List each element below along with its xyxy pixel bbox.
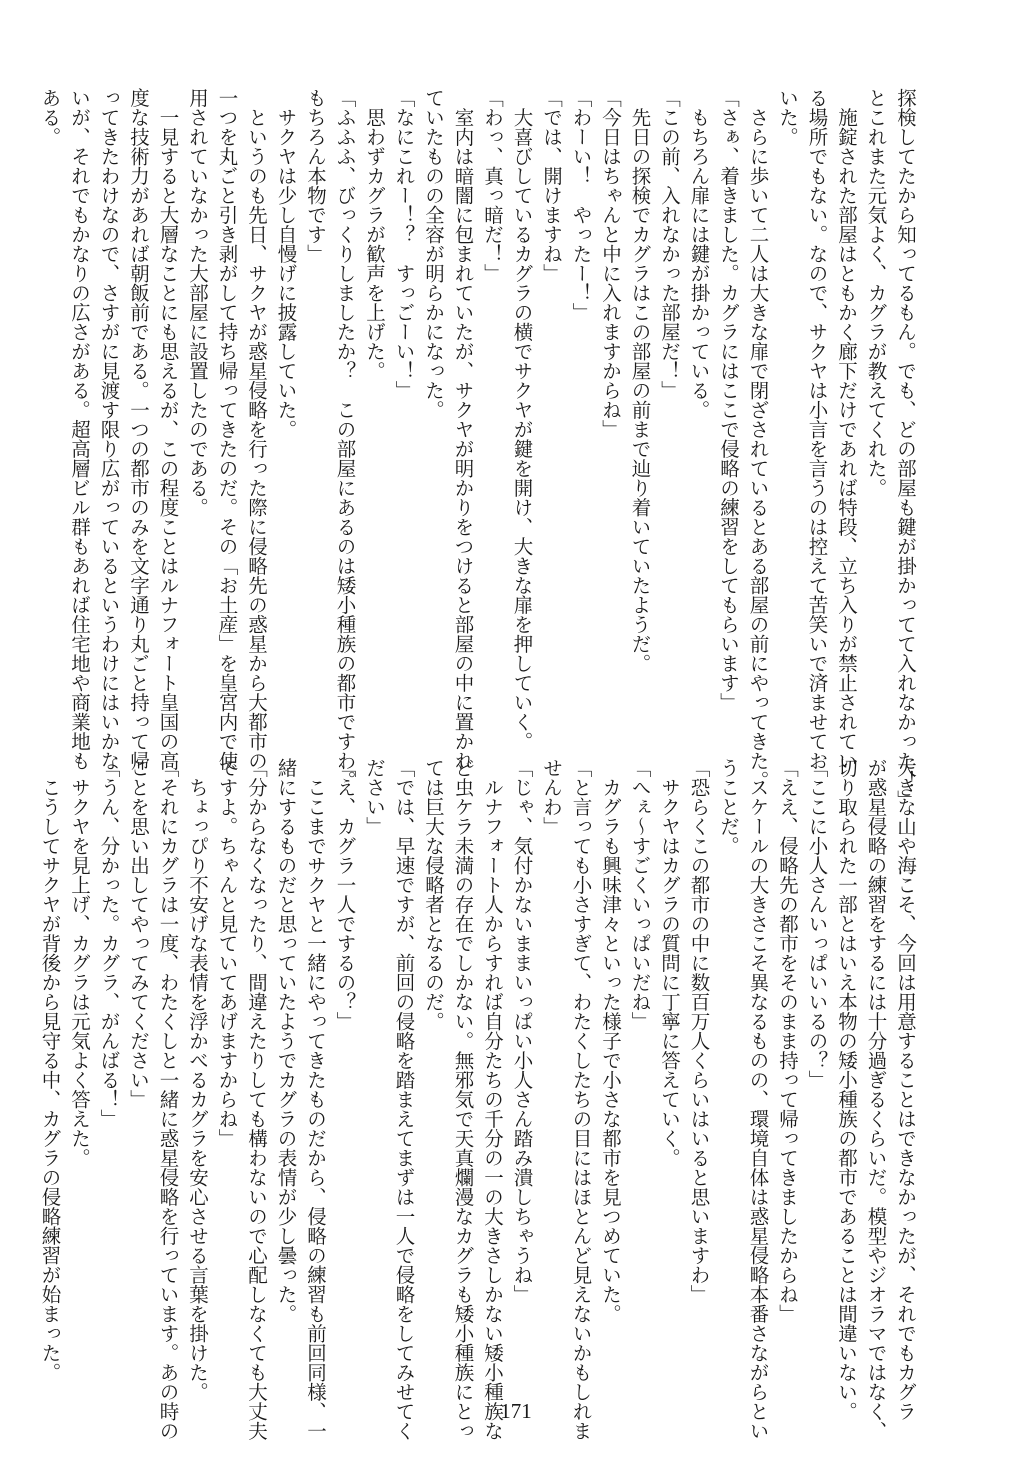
text-line: こうしてサクヤが背後から見守る中、カグラの侵略練習が始まった。	[38, 758, 62, 1382]
text-line: カグラも興味津々といった様子で小さな都市を見つめていた。	[599, 758, 622, 1324]
text-line: 緒にするものだと思っていたようでカグラの表情が少し曇った。	[274, 758, 298, 1324]
text-line: スケールの大きさこそ異なるものの、環境自体は惑星侵略本番さながらとい	[746, 758, 770, 1441]
text-line: ですよ。ちゃんと見ていてあげますからね」	[215, 758, 239, 1148]
text-line: 一つを丸ごと引き剥がして持ち帰ってきたのだ。その「お土産」を皇宮内で使	[215, 88, 239, 771]
text-line: 「今日はちゃんと中に入れますからね」	[599, 88, 622, 439]
text-line: いが、それでもかなりの広さがある。超高層ビル群もあれば住宅地や商業地も	[68, 88, 91, 771]
text-line: 「じゃ、気付かないままいっぱい小人さん踏み潰しちゃうね」	[510, 758, 534, 1304]
text-line: ルナフォート人からすれば自分たちの千分の一の大きさしかない矮小種族な	[481, 758, 504, 1441]
text-line: 探検してたから知ってるもん。でも、どの部屋も鍵が掛かってて入れなかった！」	[894, 88, 917, 810]
text-line: 「では、開けますね」	[540, 88, 563, 283]
text-line: 室内は暗闇に包まれていたが、サクヤが明かりをつけると部屋の中に置かれ	[451, 88, 475, 771]
text-line: 施錠された部屋はともかく廊下だけであれば特段、立ち入りが禁止されてい	[835, 88, 858, 771]
text-line: というのも先日、サクヤが惑星侵略を行った際に侵略先の惑星から大都市の	[245, 88, 268, 771]
text-line: 「ええ、侵略先の都市をそのまま持って帰ってきましたからね」	[776, 758, 799, 1324]
text-line: 先日の探検でカグラはこの部屋の前まで辿り着いていたようだ。	[628, 88, 652, 673]
text-line: ていたものの全容が明らかになった。	[422, 88, 445, 420]
text-line: 大きな山や海こそ、今回は用意することはできなかったが、それでもカグラ	[894, 758, 917, 1421]
text-line: 「さぁ、着きました。カグラにはここで侵略の練習をしてもらいます」	[717, 88, 740, 712]
text-line: 「分からなくなったり、間違えたりしても構わないので心配しなくても大丈夫	[245, 758, 268, 1441]
text-line: が惑星侵略の練習をするには十分過ぎるくらいだ。模型やジオラマではなく、	[864, 758, 888, 1441]
text-line: る場所でもない。なので、サクヤは小言を言うのは控えて苦笑いで済ませてお	[805, 88, 829, 771]
text-line: 「と言っても小さすぎて、わたくしたちの目にはほとんど見えないかもしれま	[569, 758, 593, 1441]
text-line: ある。	[38, 88, 62, 147]
text-line: 「なにこれー！？ すっごーい！」	[392, 88, 416, 400]
text-line: もちろん本物です」	[304, 88, 327, 264]
text-line: サクヤはカグラの質問に丁寧に答えていく。	[658, 758, 681, 1168]
text-line: ださい」	[363, 758, 386, 836]
text-line: ってきたわけなので、さすがに見渡す限り広がっているというわけにはいかな	[97, 88, 121, 771]
text-line: もちろん扉には鍵が掛かっている。	[687, 88, 711, 420]
text-line: 用されていなかった大部屋に設置したのである。	[186, 88, 209, 517]
text-line: 「ここに小人さんいっぱいいるの？」	[805, 758, 829, 1090]
text-line: 「では、早速ですが、前回の侵略を踏まえてまずは一人で侵略をしてみせてく	[392, 758, 416, 1441]
text-line: 「わーい！ やったー！」	[569, 88, 593, 322]
text-line: 「え、カグラ一人でするの？」	[333, 758, 357, 1031]
text-line: サクヤを見上げ、カグラは元気よく答えた。	[68, 758, 91, 1168]
text-line: 「わっ、真っ暗だ！」	[481, 88, 504, 283]
text-line: 「恐らくこの都市の中に数百万人くらいはいると思いますわ」	[687, 758, 711, 1304]
text-line: 「この前、入れなかった部屋だ！」	[658, 88, 681, 400]
text-line: 「それにカグラは一度、わたくしと一緒に惑星侵略を行っています。あの時の	[156, 758, 180, 1441]
text-line: 大喜びしているカグラの横でサクヤが鍵を開け、大きな扉を押していく。	[510, 88, 534, 751]
text-line: 「へぇ～すごくいっぱいだね」	[628, 758, 652, 1031]
text-line: 「うん、分かった。カグラ、がんばる！」	[97, 758, 121, 1129]
text-line: うことだ。	[717, 758, 740, 856]
text-line: ことを思い出してやってみてください」	[127, 758, 150, 1109]
text-line: 思わずカグラが歓声を上げた。	[363, 88, 386, 381]
page-number: 171	[500, 1399, 532, 1423]
text-line: 一見すると大層なことにも思えるが、この程度ことはルナフォート皇国の高	[156, 88, 180, 771]
text-line: ここまでサクヤと一緒にやってきたものだから、侵略の練習も前回同様、一	[304, 758, 327, 1441]
text-line: ど虫ケラ未満の存在でしかない。無邪気で天真爛漫なカグラも矮小種族にとっ	[451, 758, 475, 1441]
text-line: ちょっぴり不安げな表情を浮かべるカグラを安心させる言葉を掛けた。	[186, 758, 209, 1402]
text-line: とこれまた元気よく、カグラが教えてくれた。	[864, 88, 888, 498]
text-line: 度な技術力があれば朝飯前である。一つの都市のみを文字通り丸ごと持って帰	[127, 88, 150, 771]
text-line: 「ふふふ、びっくりしましたか？ この部屋にあるのは矮小種族の都市ですわ。	[333, 88, 357, 790]
text-line: 切り取られた一部とはいえ本物の矮小種族の都市であることは間違いない。	[835, 758, 858, 1421]
text-line: さらに歩いて二人は大きな扉で閉ざされているとある部屋の前にやってきた。	[746, 88, 770, 790]
text-line: サクヤは少し自慢げに披露していた。	[274, 88, 298, 439]
text-line: せんわ」	[540, 758, 563, 836]
text-line: ては巨大な侵略者となるのだ。	[422, 758, 445, 1031]
text-line: いた。	[776, 88, 799, 147]
